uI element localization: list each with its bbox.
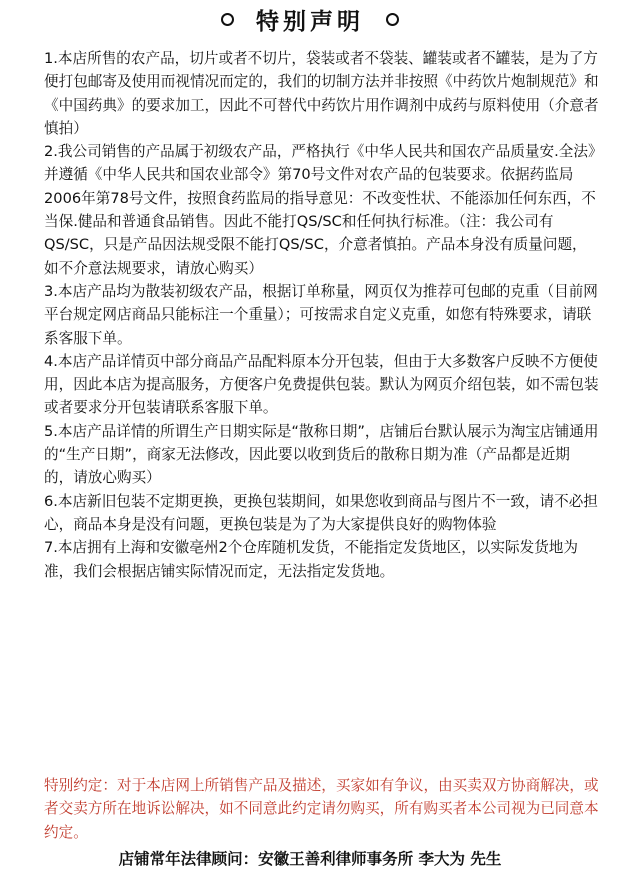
circle-icon — [221, 13, 234, 26]
special-agreement: 特别约定：对于本店网上所销售产品及描述，买家如有争议，由买卖双方协商解决，或者交卖方所在地诉讼解决，如不同意此约定请勿购买，所有购买者本公司视为已同意本约定。 — [44, 777, 599, 841]
circle-icon — [386, 13, 399, 26]
paragraph-7: 7.本店拥有上海和安徽亳州2个仓库随机发货，不能指定发货地区，以实际发货地为准，我们会根据店铺实际情况而定，无法指定发货地。 — [44, 539, 578, 580]
legal-advisor: 店铺常年法律顾问：安徽王善利律师事务所 李大为 先生 — [118, 849, 502, 868]
paragraph-2: 2.我公司销售的产品属于初级农产品，严格执行《中华人民共和国农产品质量安.全法》并遵循《中华人民共和国农业部令》第70号文件对农产品的包装要求。依据药监局2006年第78号文件，按照食药监局的指导意见：不改变性状、不能添加任何东西，不当保.健品和普通食品销售。因此不能打QS/SC和任何执行标准。（注：我公司有QS/SC，只是产品因法规受限不能打QS/SC，介意者慎拍。产品本身没有质量问题，如不介意法规要求，请放心购买） — [44, 143, 596, 277]
paragraph-3: 3.本店产品均为散装初级农产品，根据订单称量，网页仅为推荐可包邮的克重（目前网平台规定网店商品只能标注一个重量）；可按需求自定义克重，如您有特殊要求，请联系客服下单。 — [44, 282, 598, 347]
paragraph-4: 4.本店产品详情页中部分商品产品配料原本分开包装，但由于大多数客户反映不方便使用，因此本店为提高服务，方便客户免费提供包装。默认为网页介绍包装，如不需包装或者要求分开包装请联系客服下单。 — [44, 352, 599, 417]
declaration-body — [44, 47, 599, 583]
paragraph-5: 5.本店产品详情的所谓生产日期实际是“散称日期”，店铺后台默认展示为淘宝店铺通用的“生产日期”，商家无法修改，因此要以收到货后的散称日期为准（产品都是近期的，请放心购买） — [44, 422, 599, 487]
header — [0, 2, 620, 36]
paragraph-1: 1.本店所售的农产品，切片或者不切片，袋装或者不袋装、罐装或者不罐装，是为了方便打包邮寄及使用而视情况而定的，我们的切制方法并非按照《中药饮片炮制规范》和《中国药典》的要求加工，因此不可替代中药饮片用作调剂中成药与原料使用（介意者慎拍） — [44, 50, 599, 137]
paragraph-6: 6.本店新旧包装不定期更换，更换包装期间，如果您收到商品与图片不一致，请不必担心，商品本身是没有问题，更换包装是为了为大家提供良好的购物体验 — [44, 492, 598, 533]
page-title: 特别声明 — [256, 8, 364, 35]
